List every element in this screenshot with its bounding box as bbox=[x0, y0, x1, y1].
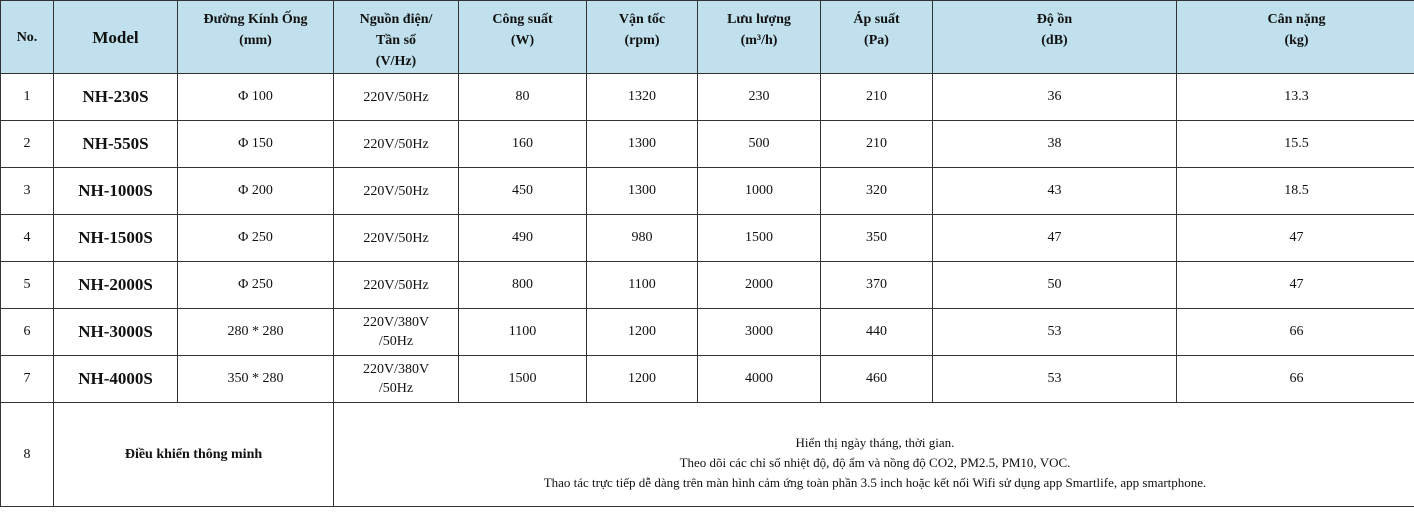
cell-noise: 38 bbox=[933, 121, 1177, 168]
header-noise bbox=[933, 1, 1177, 74]
cell-power-line: 220V/50Hz bbox=[363, 277, 429, 293]
header-noise-unit: (dB) bbox=[1041, 33, 1068, 48]
cell-no: 6 bbox=[1, 309, 54, 356]
header-diameter bbox=[178, 1, 334, 74]
cell-diameter: Φ 100 bbox=[178, 74, 334, 121]
header-speed bbox=[587, 1, 698, 74]
cell-speed: 1300 bbox=[587, 168, 698, 215]
cell-noise: 47 bbox=[933, 215, 1177, 262]
cell-speed: 1200 bbox=[587, 309, 698, 356]
cell-airflow: 1000 bbox=[698, 168, 821, 215]
header-pressure bbox=[821, 1, 933, 74]
cell-noise: 53 bbox=[933, 309, 1177, 356]
cell-airflow: 3000 bbox=[698, 309, 821, 356]
cell-model: NH-230S bbox=[54, 74, 178, 121]
cell-pressure: 370 bbox=[821, 262, 933, 309]
cell-power bbox=[334, 168, 459, 215]
cell-power-line: 220V/380V bbox=[362, 315, 430, 330]
smart-control-line: Hiển thị ngày tháng, thời gian. bbox=[795, 434, 955, 450]
cell-no: 8 bbox=[1, 403, 54, 507]
header-weight-unit: (kg) bbox=[1284, 33, 1309, 48]
header-diameter-unit: (mm) bbox=[239, 33, 272, 48]
cell-power bbox=[334, 356, 459, 403]
cell-model: NH-1500S bbox=[54, 215, 178, 262]
cell-power bbox=[334, 215, 459, 262]
cell-pressure: 440 bbox=[821, 309, 933, 356]
cell-power-line: 220V/50Hz bbox=[363, 89, 429, 105]
cell-no: 3 bbox=[1, 168, 54, 215]
cell-weight: 66 bbox=[1177, 356, 1414, 403]
cell-power-line: 220V/50Hz bbox=[363, 183, 429, 199]
header-power-label-2: Tần số bbox=[375, 33, 417, 48]
cell-weight: 13.3 bbox=[1177, 74, 1414, 121]
header-model: Model bbox=[54, 1, 178, 74]
cell-pressure: 210 bbox=[821, 121, 933, 168]
header-speed-unit: (rpm) bbox=[624, 33, 660, 48]
header-noise-label: Độ ồn bbox=[1036, 12, 1073, 27]
cell-no: 7 bbox=[1, 356, 54, 403]
header-power-label: Nguồn điện/ bbox=[359, 12, 433, 27]
cell-diameter: 280 * 280 bbox=[178, 309, 334, 356]
cell-power-line: /50Hz bbox=[378, 381, 414, 396]
smart-control-description bbox=[334, 403, 1414, 507]
cell-wattage: 1500 bbox=[459, 356, 587, 403]
table-row bbox=[1, 215, 1414, 262]
cell-power bbox=[334, 262, 459, 309]
table-row bbox=[1, 262, 1414, 309]
header-no: No. bbox=[1, 1, 54, 74]
cell-speed: 1300 bbox=[587, 121, 698, 168]
cell-speed: 1100 bbox=[587, 262, 698, 309]
cell-wattage: 450 bbox=[459, 168, 587, 215]
cell-noise: 50 bbox=[933, 262, 1177, 309]
smart-control-line: Thao tác trực tiếp dễ dàng trên màn hình cảm ứng toàn phần 3.5 inch hoặc kết nối Wifi sử dụng app Smartlife, app smartphone. bbox=[543, 474, 1207, 490]
cell-model: NH-2000S bbox=[54, 262, 178, 309]
cell-weight: 47 bbox=[1177, 262, 1414, 309]
cell-speed: 1200 bbox=[587, 356, 698, 403]
cell-diameter: Φ 150 bbox=[178, 121, 334, 168]
cell-power bbox=[334, 121, 459, 168]
cell-weight: 18.5 bbox=[1177, 168, 1414, 215]
header-weight-label: Cân nặng bbox=[1267, 12, 1326, 27]
header-speed-label: Vận tốc bbox=[618, 12, 666, 27]
cell-pressure: 210 bbox=[821, 74, 933, 121]
cell-model: NH-3000S bbox=[54, 309, 178, 356]
cell-no: 4 bbox=[1, 215, 54, 262]
cell-wattage: 160 bbox=[459, 121, 587, 168]
header-power bbox=[334, 1, 459, 74]
header-diameter-label: Đường Kính Ống bbox=[203, 12, 308, 27]
cell-diameter: Φ 250 bbox=[178, 215, 334, 262]
cell-power-line: /50Hz bbox=[378, 334, 414, 349]
table-row bbox=[1, 74, 1414, 121]
cell-power-line: 220V/50Hz bbox=[363, 136, 429, 152]
header-wattage-unit: (W) bbox=[510, 33, 535, 48]
cell-model: NH-4000S bbox=[54, 356, 178, 403]
cell-power-line: 220V/50Hz bbox=[363, 230, 429, 246]
cell-airflow: 1500 bbox=[698, 215, 821, 262]
cell-weight: 66 bbox=[1177, 309, 1414, 356]
header-airflow-unit: (m³/h) bbox=[740, 33, 778, 48]
header-row bbox=[1, 1, 1414, 74]
table-row bbox=[1, 356, 1414, 403]
cell-speed: 980 bbox=[587, 215, 698, 262]
cell-diameter: 350 * 280 bbox=[178, 356, 334, 403]
header-weight bbox=[1177, 1, 1414, 74]
cell-noise: 53 bbox=[933, 356, 1177, 403]
cell-wattage: 80 bbox=[459, 74, 587, 121]
cell-wattage: 1100 bbox=[459, 309, 587, 356]
cell-pressure: 320 bbox=[821, 168, 933, 215]
header-wattage-label: Công suất bbox=[492, 12, 553, 27]
smart-control-row bbox=[1, 403, 1414, 507]
cell-model: NH-1000S bbox=[54, 168, 178, 215]
cell-no: 1 bbox=[1, 74, 54, 121]
cell-power bbox=[334, 309, 459, 356]
cell-airflow: 2000 bbox=[698, 262, 821, 309]
cell-airflow: 500 bbox=[698, 121, 821, 168]
table-row bbox=[1, 121, 1414, 168]
smart-control-line: Theo dõi các chỉ số nhiệt độ, độ ẩm và nồng độ CO2, PM2.5, PM10, VOC. bbox=[679, 454, 1071, 470]
header-wattage bbox=[459, 1, 587, 74]
cell-power bbox=[334, 74, 459, 121]
cell-noise: 43 bbox=[933, 168, 1177, 215]
cell-model: NH-550S bbox=[54, 121, 178, 168]
cell-no: 5 bbox=[1, 262, 54, 309]
cell-weight: 47 bbox=[1177, 215, 1414, 262]
header-airflow bbox=[698, 1, 821, 74]
cell-noise: 36 bbox=[933, 74, 1177, 121]
table-body bbox=[1, 74, 1414, 507]
table-row bbox=[1, 309, 1414, 356]
cell-wattage: 490 bbox=[459, 215, 587, 262]
cell-no: 2 bbox=[1, 121, 54, 168]
cell-airflow: 230 bbox=[698, 74, 821, 121]
header-pressure-label: Áp suất bbox=[853, 12, 900, 27]
header-airflow-label: Lưu lượng bbox=[727, 12, 791, 27]
cell-wattage: 800 bbox=[459, 262, 587, 309]
cell-airflow: 4000 bbox=[698, 356, 821, 403]
table-row bbox=[1, 168, 1414, 215]
smart-control-title: Điều khiển thông minh bbox=[54, 403, 334, 507]
header-pressure-unit: (Pa) bbox=[864, 33, 889, 48]
cell-speed: 1320 bbox=[587, 74, 698, 121]
cell-pressure: 460 bbox=[821, 356, 933, 403]
cell-diameter: Φ 200 bbox=[178, 168, 334, 215]
cell-weight: 15.5 bbox=[1177, 121, 1414, 168]
cell-diameter: Φ 250 bbox=[178, 262, 334, 309]
cell-pressure: 350 bbox=[821, 215, 933, 262]
cell-power-line: 220V/380V bbox=[362, 362, 430, 377]
header-power-unit: (V/Hz) bbox=[375, 54, 417, 69]
